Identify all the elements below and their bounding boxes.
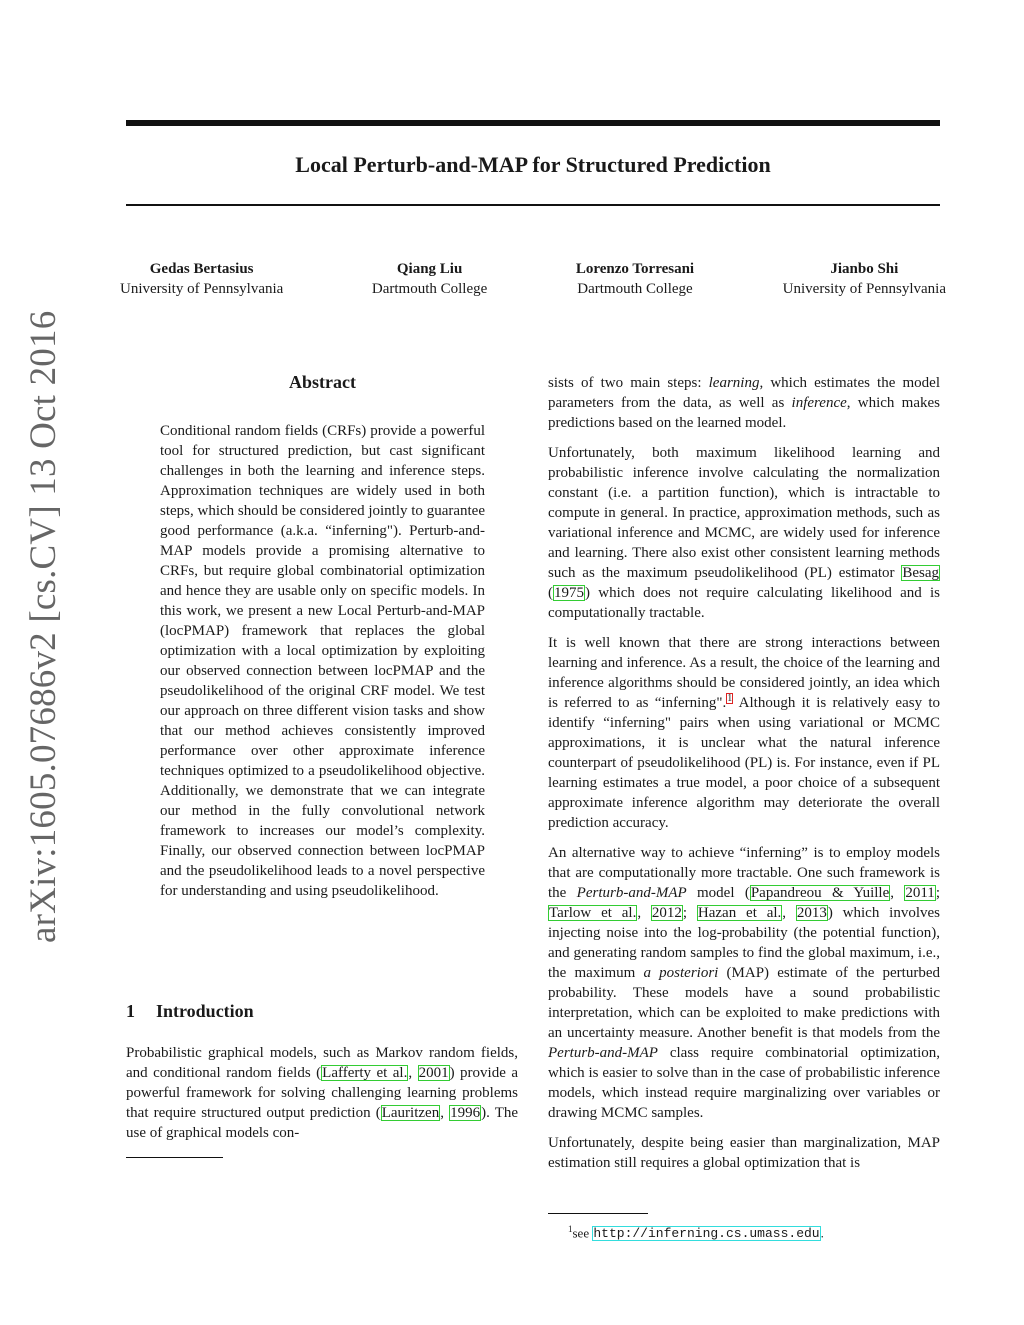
author-name: Jianbo Shi [830, 261, 899, 277]
emphasis: Perturb-and-MAP [576, 885, 687, 901]
abstract-text: Conditional random fields (CRFs) provide a powerful tool for structured prediction, but cast significant challenges in both the learning and inference steps. Approximation techniques are widely used in both steps, which should be considered jointly to guarantee good performance (a.k.a. “inferning"). Perturb-and-MAP models provide a promising alternative to CRFs, but require global combinatorial optimization and hence they are usable only on specific models. In this work, we present a new Local Perturb-and-MAP (locPMAP) framework that replaces the global optimization with a local optimization by exploiting our observed connection between locPMAP and the pseudolikelihood of the original CRF model. We test our approach on three different vision tasks and show that our method achieves consistently improved performance over other approximate inference techniques optimized to a pseudolikelihood objective. Additionally, we demonstrate that we can integrate our method in the fully convolutional network framework to increases our model’s complexity. Finally, our observed connection between locPMAP and the pseudolikelihood leads to a novel perspective for understanding and using pseudolikelihood. [160, 423, 485, 899]
arxiv-identifier: arXiv:1605.07686v2 [cs.CV] 13 Oct 2016 [23, 310, 64, 943]
author-name: Gedas Bertasius [149, 261, 254, 277]
section-number: 1 [126, 1001, 135, 1021]
text-span: , which estimates the model parameters from the data, as well as [548, 375, 940, 411]
text-span: ). The use of graphical models con- [126, 1105, 519, 1141]
emphasis: Perturb-and-MAP [548, 1045, 658, 1061]
text-span: ) which involves injecting noise into the log-probability (the potential function), and generating random samples to find the global maximum, i.e., the maximum [548, 905, 940, 981]
text-span: . [820, 1225, 824, 1241]
footnote-mark: 1 [568, 1224, 573, 1234]
body-paragraph [548, 843, 940, 1123]
author-affiliation: University of Pennsylvania [120, 281, 284, 297]
author-block [576, 259, 694, 299]
citation-link[interactable]: 2012 [651, 905, 682, 921]
text-span: ( [548, 585, 553, 601]
citation-link[interactable]: 2011 [905, 885, 935, 901]
section-heading [126, 999, 518, 1023]
text-span: Although it is relatively easy to identify “inferning" pairs when using variational or MCMC approximations, it is unclear what the natural inference counterpart of pseudolikelihood (PL) is. For instance, even if PL learning estimates a true model, a poor choice of a subsequent approximate inference algorithm may deteriorate the overall prediction accuracy. [548, 695, 941, 831]
citation-link[interactable]: 1975 [554, 585, 584, 601]
text-span: , [440, 1105, 450, 1121]
right-column [548, 373, 940, 1183]
section-title: Introduction [156, 1001, 254, 1021]
author-name: Lorenzo Torresani [575, 261, 695, 277]
body-paragraph [548, 443, 940, 623]
citation-link[interactable]: Lauritzen [381, 1105, 440, 1121]
text-span: (MAP) estimate of the perturbed probability. These models have a sound probabilistic interpretation, which can be exploited to make predictions with an uncertainty measure. Another benefit is that models from the [548, 965, 940, 1041]
body-paragraph: Unfortunately, despite being easier than marginalization, MAP estimation still requires a global optimization that is [548, 1135, 940, 1171]
author-list [120, 259, 946, 299]
author-block [120, 259, 283, 299]
text-span: It is well known that there are strong interactions between learning and inference. As a result, the choice of the learning and inference algorithms should be considered jointly, an idea which is referred to as “inferning". [548, 635, 940, 711]
citation-link[interactable]: 2001 [418, 1065, 449, 1081]
citation-link[interactable]: Papandreou & Yuille [750, 885, 890, 901]
emphasis: a posteriori [643, 965, 719, 981]
title-bottom-rule [126, 204, 940, 206]
text-span: sists of two main steps: [548, 375, 709, 391]
author-affiliation: Dartmouth College [371, 281, 488, 297]
introduction-paragraph [126, 1043, 518, 1143]
author-affiliation: University of Pennsylvania [782, 281, 946, 297]
text-span: Unfortunately, both maximum likelihood learning and probabilistic inference involve calculating the normalization constant (i.e. a partition function), which is intractable to compute in general. In practice, approximation methods, such as variational inference and MCMC, are widely used for inference and learning. There also exist other consistent learning methods such as the maximum pseudolikelihood (PL) estimator [548, 445, 940, 581]
text-span: , which makes predictions based on the learned model. [548, 395, 940, 431]
author-name: Qiang Liu [396, 261, 463, 277]
footnote-reference-link[interactable]: 1 [727, 693, 733, 704]
text-span: An alternative way to achieve “inferning” is to employ models that are computationally more tractable. One such framework is the [548, 845, 940, 901]
author-block [372, 259, 487, 299]
title-top-rule [126, 120, 940, 126]
text-span: , [782, 905, 796, 921]
author-block [783, 259, 946, 299]
citation-link[interactable]: Tarlow et al. [549, 905, 637, 921]
text-span: , [408, 1065, 418, 1081]
abstract-heading: Abstract [289, 372, 356, 392]
citation-link[interactable]: Lafferty et al. [322, 1065, 408, 1081]
footnote-rule [126, 1157, 223, 1158]
footnote-url-link[interactable]: http://inferning.cs.umass.edu [593, 1226, 820, 1242]
emphasis: learning [708, 375, 760, 391]
text-span: Probabilistic graphical models, such as Markov random fields, and conditional random fields ( [126, 1045, 518, 1081]
text-span: ) provide a powerful framework for solving challenging learning problems that require structured output prediction ( [126, 1065, 518, 1121]
footnote-rule [548, 1213, 648, 1214]
citation-link[interactable]: 1996 [450, 1105, 481, 1121]
citation-link[interactable]: Besag [902, 565, 939, 581]
citation-link[interactable]: 2013 [796, 905, 827, 921]
text-span: , [637, 905, 651, 921]
text-span: see [572, 1225, 593, 1241]
text-span: class require combinatorial optimization, which is easier to solve than in the case of probabilistic inference models, which instead require marginalizing over variables or drawing MCMC samples. [548, 1045, 940, 1121]
body-paragraph [548, 633, 940, 833]
text-span: ) which does not require calculating likelihood and is computationally tractable. [548, 585, 940, 621]
text-span: ; [682, 905, 697, 921]
body-paragraph [548, 373, 940, 433]
paper-title: Local Perturb-and-MAP for Structured Prediction [295, 152, 771, 177]
text-span: model ( [686, 885, 750, 901]
text-span: , [890, 885, 905, 901]
footnote [568, 1218, 824, 1245]
emphasis: inference [791, 395, 847, 411]
text-span: ; [935, 885, 940, 901]
author-affiliation: Dartmouth College [577, 281, 693, 297]
citation-link[interactable]: Hazan et al. [697, 905, 782, 921]
